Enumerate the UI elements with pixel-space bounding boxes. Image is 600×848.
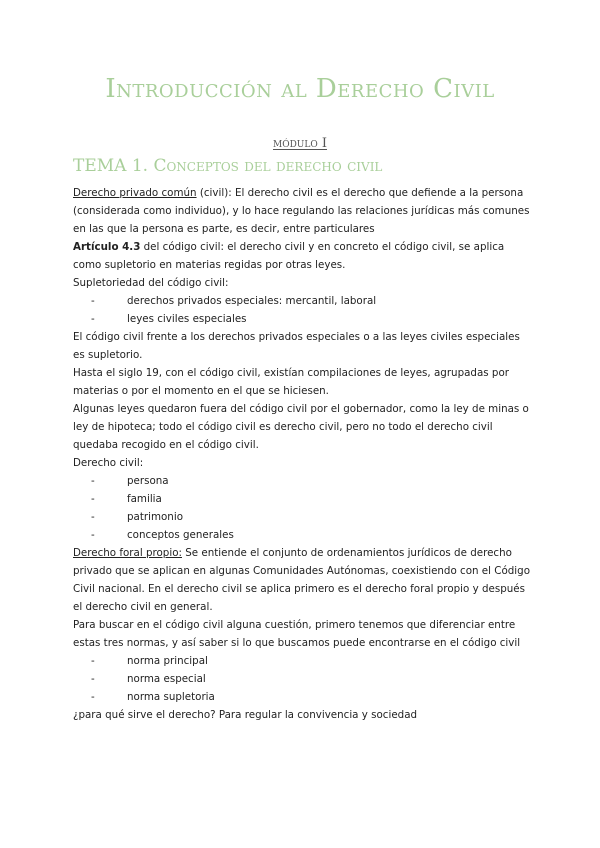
document-title: Introducción al Derecho Civil — [105, 74, 495, 104]
list-item: - persona — [91, 472, 533, 490]
paragraph-question: ¿para qué sirve el derecho? Para regular la convivencia y sociedad — [73, 709, 418, 721]
term-articulo: Artículo 4.3 — [73, 241, 141, 253]
term-derecho-privado: Derecho privado común — [73, 187, 197, 199]
module-heading: módulo I — [272, 136, 328, 151]
paragraph-derecho-foral — [73, 544, 533, 616]
paragraph-text: (civil): El derecho civil es el derecho que defiende a la persona (considerada como individuo), y lo hace regulando las relaciones jurídicas más comunes en las que la persona es parte, es decir, entre particulares — [73, 187, 530, 235]
list-item: - familia — [91, 490, 533, 508]
paragraph-text: Se entiende el conjunto de ordenamientos jurídicos de derecho privado que se aplican en algunas Comunidades Autónomas, coexistiendo con el Código Civil nacional. En el derecho civil se aplica primero es el derecho foral propio y después el derecho civil en general. — [73, 547, 530, 613]
list-item: - patrimonio — [91, 508, 533, 526]
list-supletoriedad — [73, 292, 533, 328]
list-item: - norma especial — [91, 670, 533, 688]
list-item: - norma principal — [91, 652, 533, 670]
topic-heading: TEMA 1. Conceptos del derecho civil — [73, 156, 383, 176]
list-item: - norma supletoria — [91, 688, 533, 706]
list-normas — [73, 652, 533, 706]
paragraph-derecho-civil: Derecho civil: — [73, 457, 144, 469]
paragraph: Algunas leyes quedaron fuera del código civil por el gobernador, como la ley de minas o ley de hipoteca; todo el código civil es derecho civil, pero no todo el derecho civil quedaba recogido en el código civil. — [73, 403, 529, 451]
list-derecho-civil — [73, 472, 533, 544]
list-item: - derechos privados especiales: mercantil, laboral — [91, 292, 533, 310]
paragraph: Para buscar en el código civil alguna cuestión, primero tenemos que diferenciar entre estas tres normas, y así saber si lo que buscamos puede encontrarse en el código civil — [73, 619, 521, 649]
paragraph-supletoriedad: Supletoriedad del código civil: — [73, 277, 229, 289]
document-body — [73, 184, 533, 724]
paragraph-derecho-privado — [73, 184, 533, 238]
paragraph-articulo — [73, 238, 533, 274]
list-item: - leyes civiles especiales — [91, 310, 533, 328]
paragraph: Hasta el siglo 19, con el código civil, existían compilaciones de leyes, agrupadas por materias o por el momento en el que se hiciesen. — [73, 367, 509, 397]
paragraph: El código civil frente a los derechos privados especiales o a las leyes civiles especiales es supletorio. — [73, 331, 520, 361]
list-item: - conceptos generales — [91, 526, 533, 544]
paragraph-text: del código civil: el derecho civil y en concreto el código civil, se aplica como supletorio en materias regidas por otras leyes. — [73, 241, 505, 271]
term-derecho-foral: Derecho foral propio: — [73, 547, 182, 559]
